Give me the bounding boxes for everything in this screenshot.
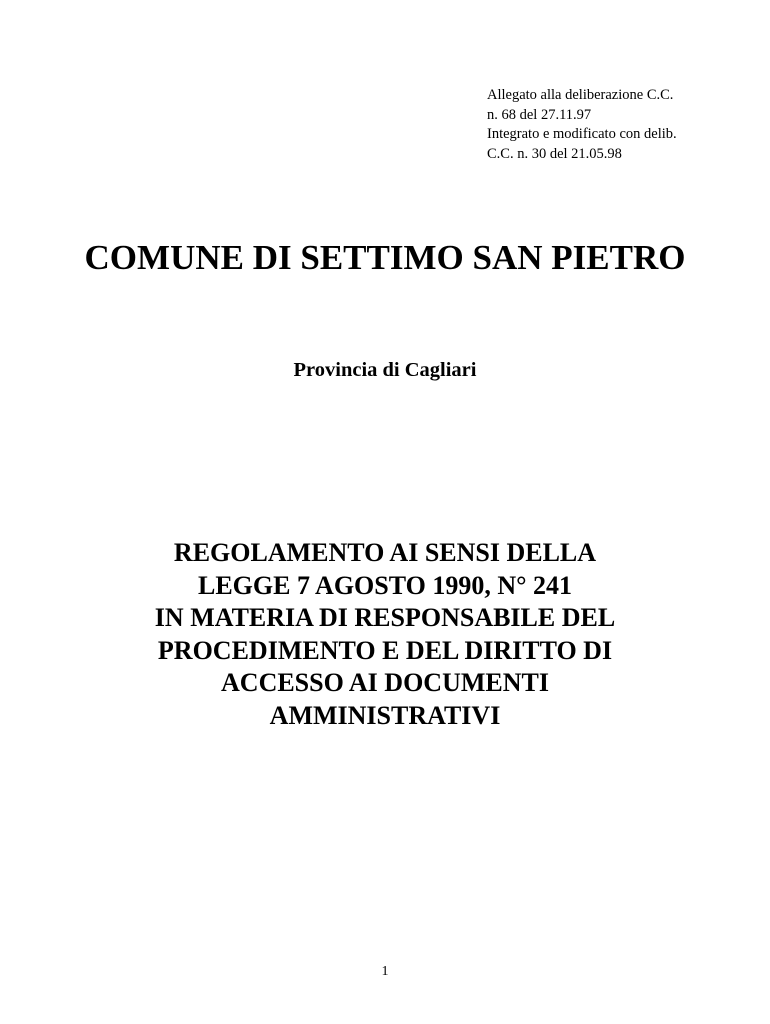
annotation-line: n. 68 del 27.11.97 xyxy=(487,106,592,123)
regulation-title-line: AMMINISTRATIVI xyxy=(269,700,501,730)
regulation-title xyxy=(0,537,770,732)
annotation-line: Integrato e modificato con delib. xyxy=(487,126,677,142)
regulation-title-line: LEGGE 7 AGOSTO 1990, N° 241 xyxy=(198,570,572,600)
regulation-title-line: REGOLAMENTO AI SENSI DELLA xyxy=(173,538,597,567)
regulation-title-line: ACCESSO AI DOCUMENTI xyxy=(221,668,549,697)
deliberation-annotation xyxy=(487,86,747,164)
municipality-title: COMUNE DI SETTIMO SAN PIETRO xyxy=(84,238,686,277)
annotation-line: C.C. n. 30 del 21.05.98 xyxy=(487,145,622,162)
province-subtitle: Provincia di Cagliari xyxy=(293,359,477,381)
regulation-title-line: IN MATERIA DI RESPONSABILE DEL xyxy=(154,603,616,632)
page-number: 1 xyxy=(381,964,389,979)
regulation-title-line: PROCEDIMENTO E DEL DIRITTO DI xyxy=(157,635,613,665)
annotation-line: Allegato alla deliberazione C.C. xyxy=(487,87,674,103)
